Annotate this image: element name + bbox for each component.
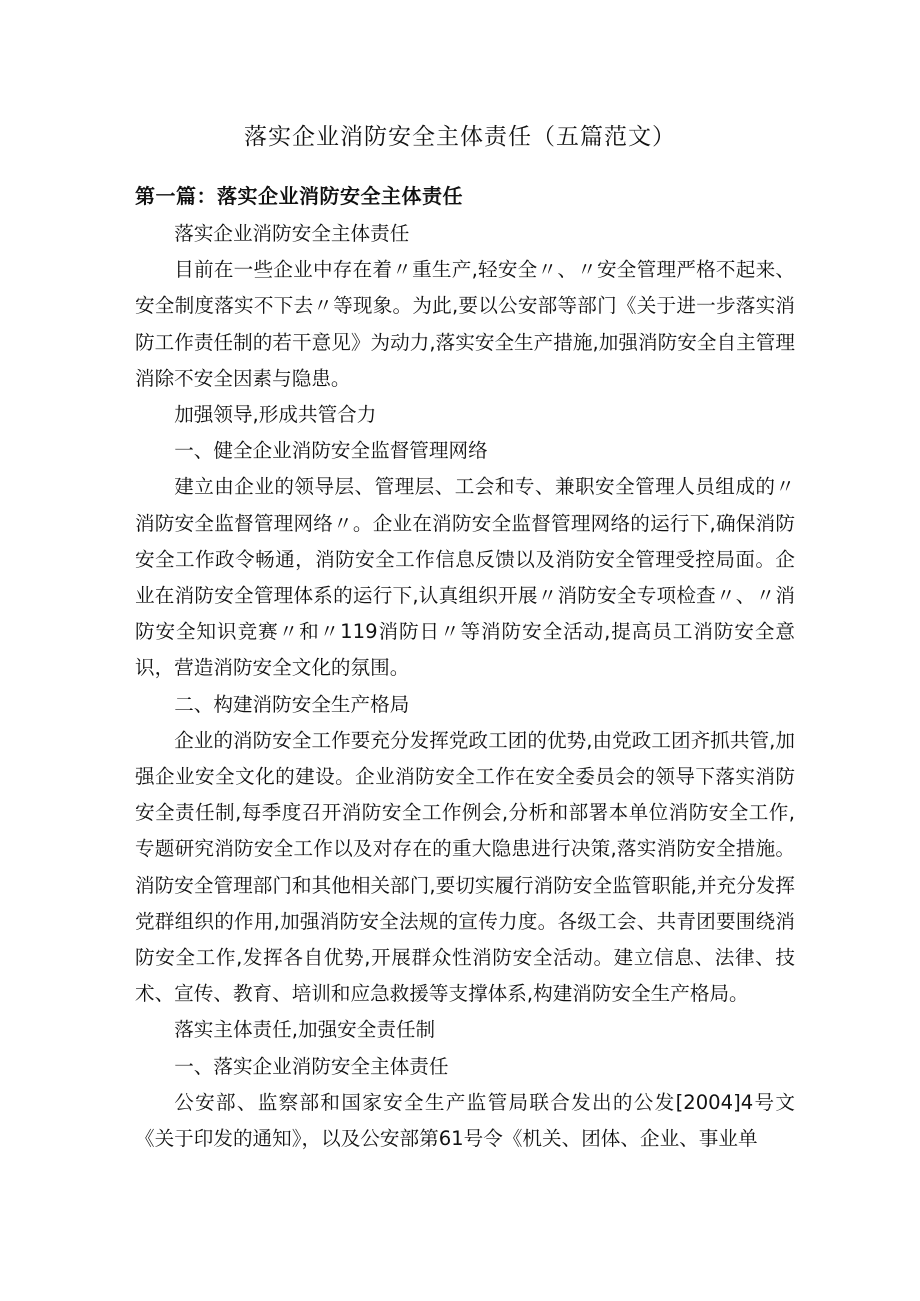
paragraph: 企业的消防安全工作要充分发挥党政工团的优势,由党政工团齐抓共管,加强企业安全文化的建设。企业消防安全工作在安全委员会的领导下落实消防安全责任制,每季度召开消防安全工作例会,分析和部署本单位消防安全工作,专题研究消防安全工作以及对存在的重大隐患进行决策,落实消防安全措施。消防安全管理部门和其他相关部门,要切实履行消防安全监管职能,并充分发挥党群组织的作用,加强消防安全法规的宣传力度。各级工会、共青团要围绕消防安全工作,发挥各自优势,开展群众性消防安全活动。建立信息、法律、技术、宣传、教育、培训和应急救援等支撑体系,构建消防安全生产格局。 (135, 728, 795, 1006)
subheading: 落实主体责任,加强安全责任制 (174, 1018, 436, 1042)
section-heading: 第一篇：落实企业消防安全主体责任 (135, 184, 463, 208)
document-title: 落实企业消防安全主体责任（五篇范文） (244, 124, 676, 150)
paragraph: 目前在一些企业中存在着〃重生产,轻安全〃、〃安全管理严格不起来、安全制度落实不下去〃等现象。为此,要以公安部等部门《关于进一步落实消防工作责任制的若干意见》为动力,落实安全生产措施,加强消防安全自主管理消除不安全因素与隐患。 (135, 258, 795, 390)
subheading: 落实企业消防安全主体责任 (174, 222, 410, 245)
subheading: 一、健全企业消防安全监督管理网络 (174, 439, 488, 463)
paragraph: 建立由企业的领导层、管理层、工会和专、兼职安全管理人员组成的〃消防安全监督管理网络〃。企业在消防安全监督管理网络的运行下,确保消防安全工作政令畅通，消防安全工作信息反馈以及消防安全管理受控局面。企业在消防安全管理体系的运行下,认真组织开展〃消防安全专项检查〃、〃消防安全知识竞赛〃和〃119消防日〃等消防安全活动,提高员工消防安全意识，营造消防安全文化的氛围。 (135, 475, 795, 680)
document-body (135, 216, 795, 1157)
subheading: 一、落实企业消防安全主体责任 (174, 1054, 449, 1078)
paragraph: 公安部、监察部和国家安全生产监管局联合发出的公发[2004]4号文《关于印发的通知》，以及公安部第61号令《机关、团体、企业、事业单 (135, 1090, 795, 1151)
subheading: 加强领导,形成共管合力 (174, 403, 377, 427)
subheading: 二、构建消防安全生产格局 (174, 692, 410, 716)
